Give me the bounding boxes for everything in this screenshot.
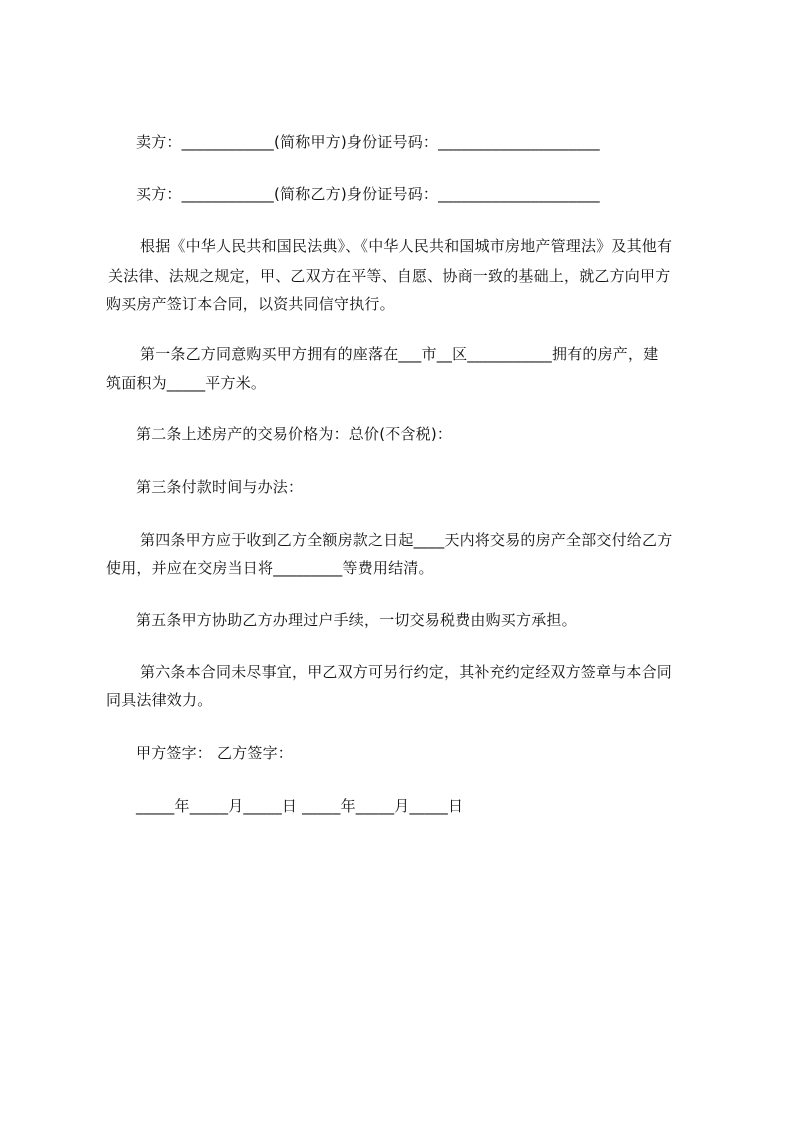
- article1-line-2: 筑面积为_____平方米。: [106, 374, 267, 392]
- preamble-line-3: 购买房产签订本合同，以资共同信守执行。: [106, 295, 395, 313]
- preamble-line-2: 关法律、法规之规定，甲、乙双方在平等、自愿、协商一致的基础上，就乙方向甲方: [108, 267, 671, 285]
- seller-line: 卖方：____________(简称甲方)身份证号码：_____________________: [136, 133, 600, 151]
- article1-line-1: 第一条乙方同意购买甲方拥有的座落在___市__区___________拥有的房产，建: [140, 345, 659, 363]
- date-line: _____年_____月_____日 _____年_____月_____日: [136, 797, 464, 815]
- buyer-line: 买方：____________(简称乙方)身份证号码：_____________________: [136, 185, 600, 203]
- article6-line-1: 第六条本合同未尽事宜，甲乙双方可另行约定，其补充约定经双方签章与本合同: [140, 663, 673, 681]
- preamble-line-1: 根据《中华人民共和国民法典》、《中华人民共和国城市房地产管理法》及其他有: [140, 237, 673, 255]
- article4-line-2: 使用，并应在交房当日将_________等费用结清。: [106, 559, 434, 577]
- article4-line-1: 第四条甲方应于收到乙方全额房款之日起____天内将交易的房产全部交付给乙方: [140, 531, 673, 549]
- article2: 第二条上述房产的交易价格为：总价(不含税)：: [136, 425, 453, 443]
- article6-line-2: 同具法律效力。: [106, 691, 213, 709]
- signature-line: 甲方签字： 乙方签字：: [136, 744, 293, 762]
- article5: 第五条甲方协助乙方办理过户手续，一切交易税费由购买方承担。: [136, 611, 577, 629]
- article3: 第三条付款时间与办法：: [136, 478, 304, 496]
